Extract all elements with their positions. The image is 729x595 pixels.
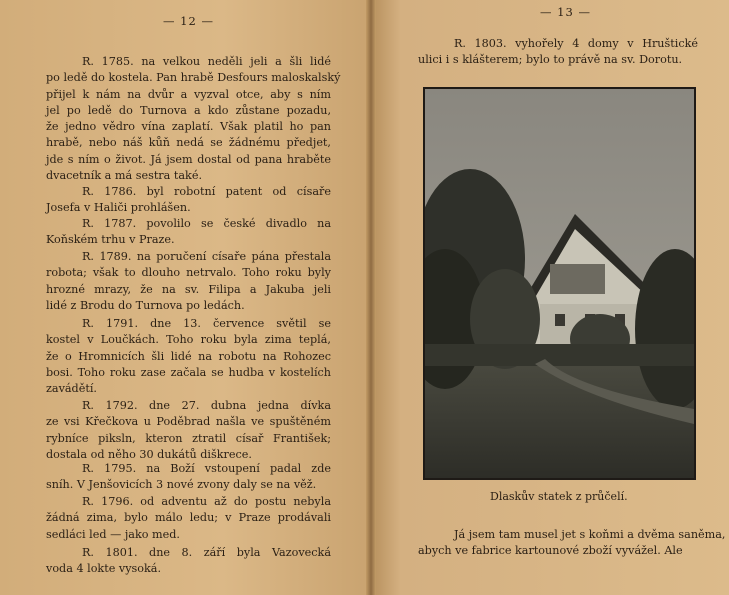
text-line: voda 4 lokte vysoká.	[46, 562, 162, 576]
text-line: zavádětí.	[46, 382, 97, 396]
text-line: R. 1801. dne 8. září byla Vazovecká	[82, 546, 331, 559]
text-line: lidé z Brodu do Turnova po ledách.	[46, 298, 245, 312]
paragraph	[46, 316, 331, 397]
text-line: abych ve fabrice kartounové zboží vyvážel. Ale	[418, 544, 683, 558]
text-line: žádná zima, bylo málo ledu; v Praze prodávali	[46, 511, 331, 525]
text-line: Koňském trhu v Praze.	[46, 233, 175, 247]
text-line: dostala od něho 30 dukátů diškrece.	[46, 447, 252, 461]
farmstead-photo	[423, 87, 696, 480]
text-line: že o Hromnicích šli lidé na robotu na Rohozec	[46, 349, 331, 363]
farmstead-photo-image	[425, 89, 694, 478]
paragraph	[46, 494, 331, 543]
photo-caption: Dlaskův statek z průčelí.	[490, 490, 628, 503]
text-line: že jedno vědro vína zaplatí. Však platil ho pan	[46, 120, 331, 134]
text-line: po ledě do kostela. Pan hrabě Desfours maloskalský	[46, 71, 341, 85]
text-line: jde s ním o život. Já jsem dostal od pana hraběte	[46, 152, 331, 166]
text-line: R. 1791. dne 13. července světil se	[82, 317, 331, 330]
text-line: Já jsem tam musel jet s koňmi a dvěma saněma,	[454, 528, 726, 541]
text-line: robota; však to dlouho netrvalo. Toho roku byly	[46, 266, 331, 280]
text-line: bosi. Toho roku zase začala se hudba v kostelích	[46, 365, 331, 379]
text-line: R. 1792. dne 27. dubna jedna dívka	[82, 399, 331, 412]
text-line: přijel k nám na dvůr a vyzval otce, aby s ním	[46, 87, 331, 101]
paragraph	[46, 461, 331, 494]
text-line: jel po ledě do Turnova a kdo zůstane pozadu,	[46, 103, 331, 117]
book-gutter	[366, 0, 376, 595]
text-line: sedláci led — jako med.	[46, 527, 180, 541]
text-line: R. 1786. byl robotní patent od císaře	[82, 185, 331, 198]
text-line: R. 1785. na velkou neděli jeli a šli lidé	[82, 55, 331, 68]
text-line: R. 1787. povolilo se české divadlo na	[82, 217, 331, 230]
text-line: R. 1803. vyhořely 4 domy v Hruštické	[454, 37, 698, 50]
text-line: ze vsi Křečkova u Poděbrad našla ve spuštěném	[46, 415, 331, 429]
text-line: sníh. V Jenšovicích 3 nové zvony daly se na věž.	[46, 478, 317, 492]
text-line: Josefa v Haliči prohlášen.	[46, 201, 191, 215]
paragraph	[46, 54, 341, 184]
text-line: R. 1796. od adventu až do postu nebyla	[82, 495, 331, 508]
text-line: R. 1795. na Boží vstoupení padal zde	[82, 462, 331, 475]
paragraph	[46, 184, 331, 217]
paragraph	[418, 36, 698, 69]
text-line: kostel v Loučkách. Toho roku byla zima teplá,	[46, 333, 331, 347]
paragraph	[46, 216, 331, 249]
paragraph	[418, 527, 726, 560]
text-line: dvacetník a má sestra také.	[46, 169, 203, 183]
text-line: rybníce piksln, kteron ztratil císař František;	[46, 431, 331, 445]
paragraph	[46, 249, 331, 314]
text-line: hrabě, nebo náš kůň nedá se žádnému předjet,	[46, 136, 331, 150]
text-line: R. 1789. na poručení císaře pána přestala	[82, 250, 331, 263]
page-number-right: — 13 —	[540, 5, 591, 19]
text-line: hrozné mrazy, že na sv. Filipa a Jakuba jeli	[46, 282, 331, 296]
paragraph	[46, 398, 331, 463]
text-line: ulici i s klášterem; bylo to právě na sv. Dorotu.	[418, 53, 683, 67]
paragraph	[46, 545, 331, 578]
page-number-left: — 12 —	[163, 14, 214, 28]
